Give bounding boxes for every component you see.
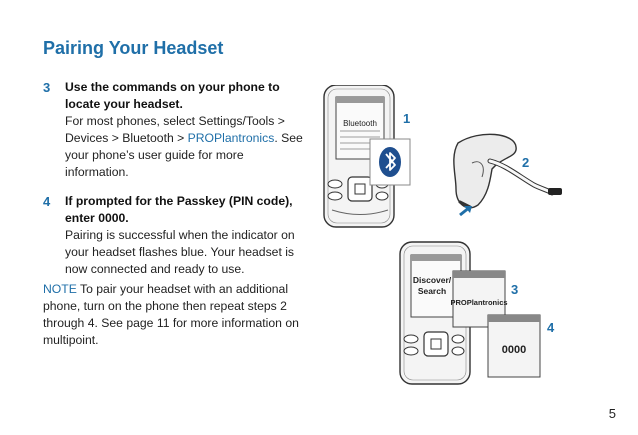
note-label: NOTE [43, 282, 77, 296]
step-description: Pairing is successful when the indicator on your headset flashes blue. Your headset is now connected and ready to use. [65, 228, 295, 276]
note-text: To pair your headset with an additional phone, turn on the phone then repeat steps 2 through 4. See page 11 for more information on multipoint. [43, 282, 299, 347]
phone-screen-label: Bluetooth [343, 119, 377, 128]
device-name-highlight: PROPlantronics [187, 131, 275, 145]
callout-1: 1 [403, 111, 411, 126]
page-title: Pairing Your Headset [43, 38, 224, 58]
step-3 [43, 79, 308, 181]
step-4 [43, 193, 308, 278]
step-description [65, 113, 308, 181]
device-name-label: PROPlantronics [450, 298, 508, 307]
step-heading: If prompted for the Passkey (PIN code), enter 0000. [65, 194, 293, 225]
phone-screen-label: Discover/ [412, 275, 452, 285]
headset [454, 134, 562, 215]
bluetooth-icon [370, 139, 410, 185]
step-text: For most phones, select Settings/Tools > Devices > Bluetooth > [65, 114, 285, 145]
page-number: 5 [608, 406, 616, 421]
passkey-value: 0000 [501, 344, 527, 356]
step-heading: Use the commands on your phone to locate your headset. [65, 80, 280, 111]
callout-2: 2 [522, 155, 530, 170]
note-paragraph [43, 281, 311, 349]
phone-screen-label: Search [417, 286, 447, 296]
screen-4-passkey [488, 315, 540, 377]
step-text: . See your phone’s user guide for more information. [65, 131, 303, 179]
callout-3: 3 [511, 282, 519, 297]
step-number: 4 [43, 194, 51, 209]
step-number: 3 [43, 80, 51, 95]
pairing-illustration [310, 85, 628, 390]
callout-4: 4 [547, 320, 555, 335]
